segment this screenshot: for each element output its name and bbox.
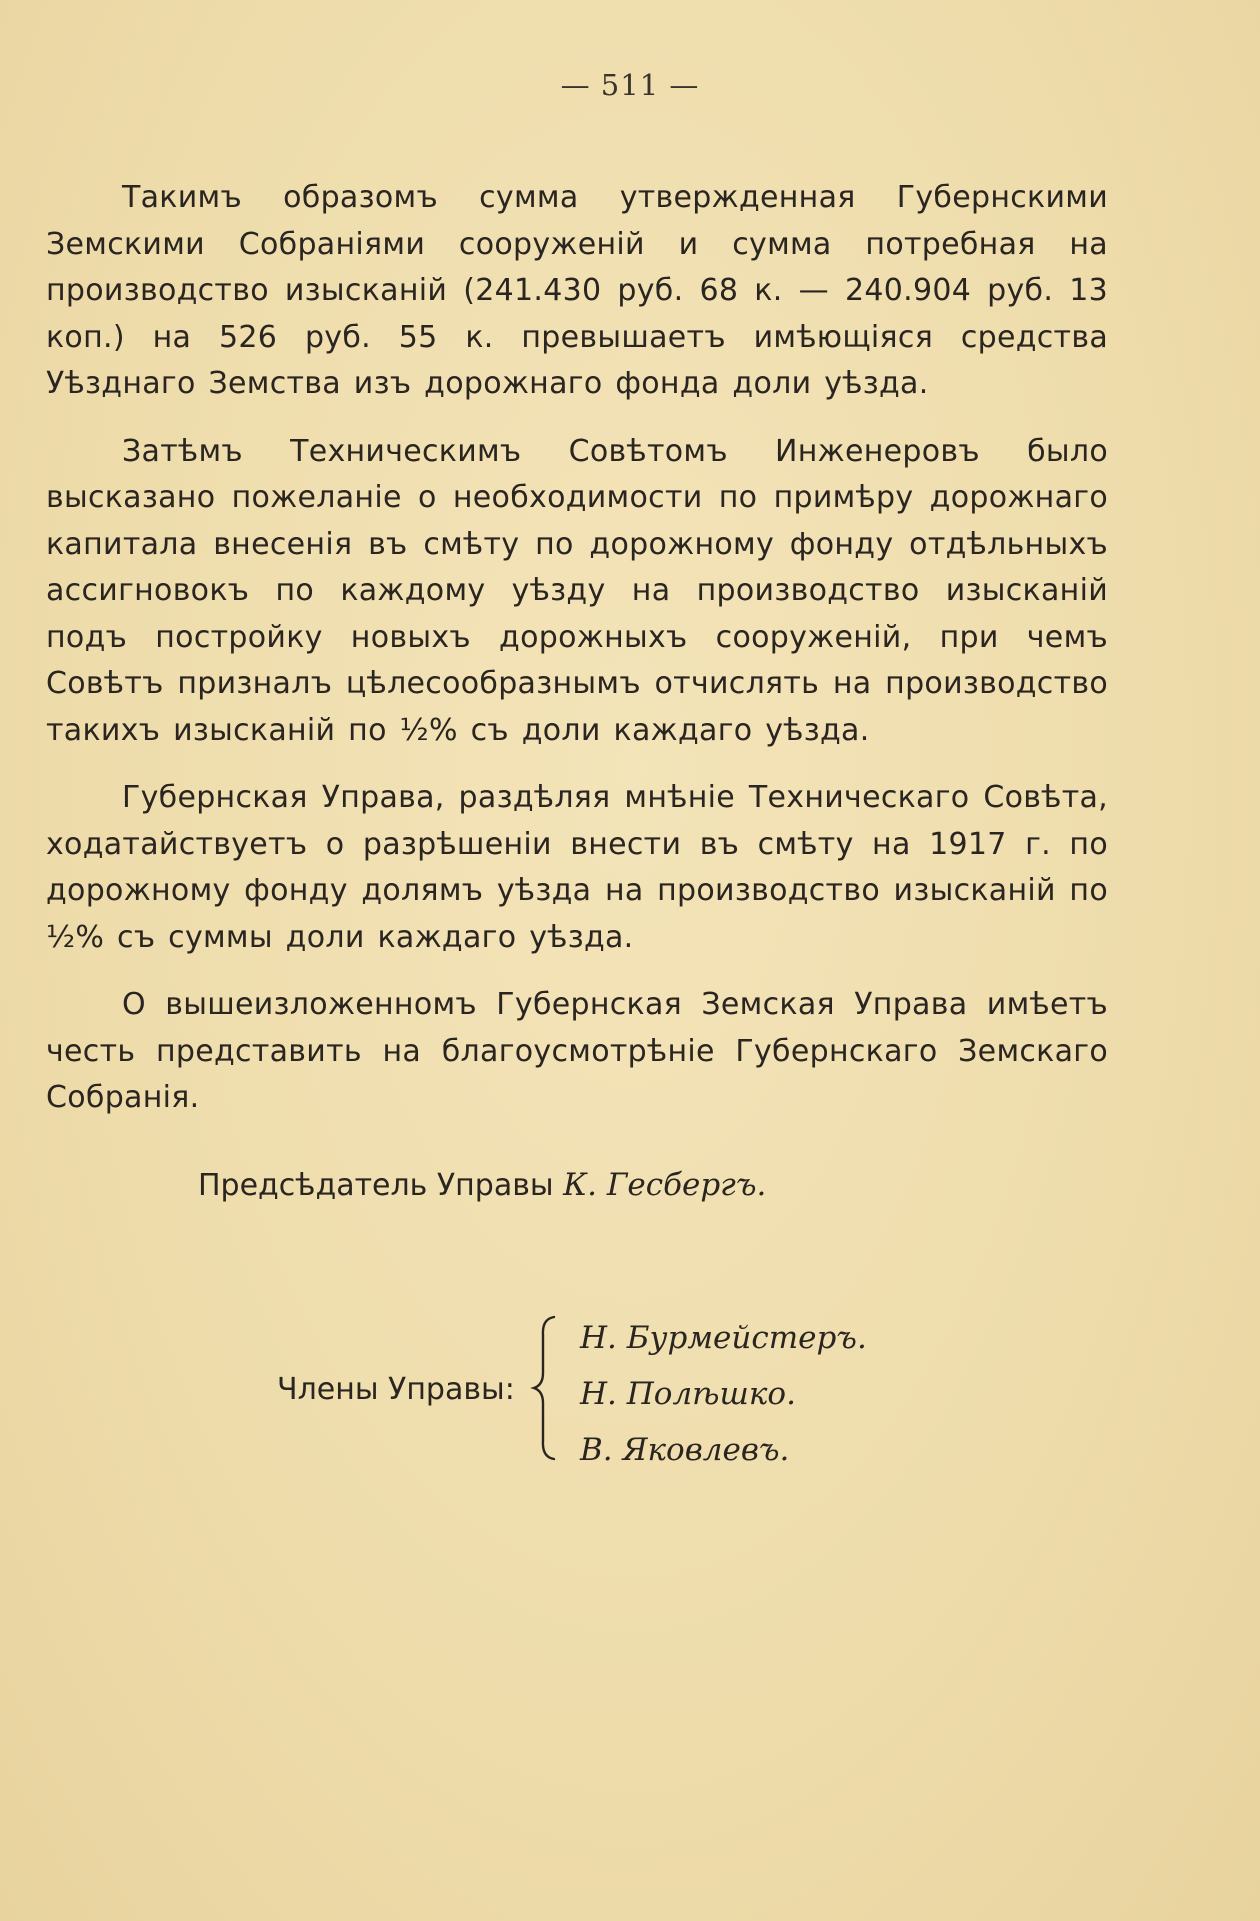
member-name: Н. Полѣшко. [580, 1376, 796, 1412]
members-label: Члены Управы: [277, 1372, 515, 1407]
curly-brace-icon [530, 1313, 564, 1463]
chairman-signature [198, 1162, 766, 1209]
member-name: В. Яковлевъ. [580, 1432, 790, 1468]
members-list [580, 1310, 867, 1478]
paragraph-4: О вышеизложенномъ Губернская Земская Управа имѣетъ честь представить на благоусмотрѣніе Губернскаго Земскаго Собранія. [46, 987, 1108, 1115]
chairman-title: Предсѣдатель Управы [198, 1168, 554, 1203]
paragraph-2: Затѣмъ Техническимъ Совѣтомъ Инженеровъ было высказано пожеланіе о необходимости по примѣру дорожнаго капитала внесенія въ смѣту по дорожному фонду отдѣльныхъ ассигновокъ по каждому уѣзду на производство изысканій подъ постройку новыхъ дорожныхъ сооруженій, при чемъ Совѣтъ призналъ цѣлесообразнымъ отчислять на производство такихъ изысканій по ½% съ доли каждаго уѣзда. [46, 433, 1108, 748]
page-number: — 511 — [560, 68, 700, 102]
paragraph-1: Такимъ образомъ сумма утвержденная Губернскими Земскими Собраніями сооруженій и сумма потребная на производство изысканій (241.430 руб. 68 к. — 240.904 руб. 13 коп.) на 526 руб. 55 к. превышаетъ имѣющіяся средства Уѣзднаго Земства изъ дорожнаго фонда доли уѣзда. [46, 180, 1108, 401]
member-name: Н. Бурмейстеръ. [580, 1320, 867, 1356]
paragraph-3: Губернская Управа, раздѣляя мнѣніе Техническаго Совѣта, ходатайствуетъ о разрѣшеніи внести въ смѣту на 1917 г. по дорожному фонду долямъ уѣзда на производство изысканій по ½% съ суммы доли каждаго уѣзда. [46, 780, 1108, 955]
document-body [46, 175, 1108, 1143]
chairman-name: К. Гесбергъ. [563, 1167, 767, 1203]
